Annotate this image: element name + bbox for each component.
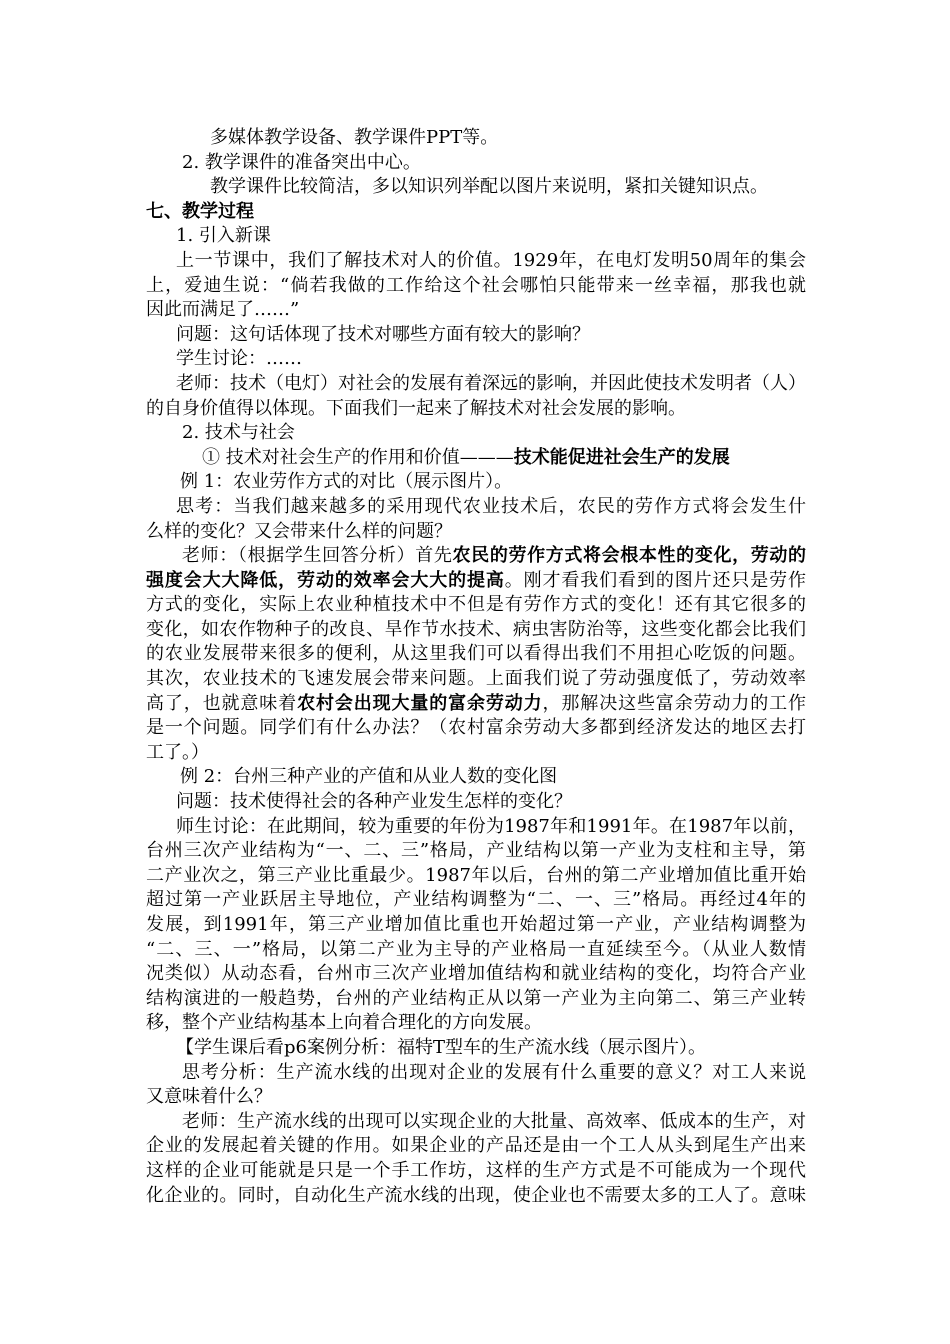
text-line: 方式的变化，实际上农业种植技术中不但是有劳作方式的变化！还有其它很多的 [146, 594, 806, 616]
text-line: 因此而满足了……” [146, 299, 300, 321]
bold-text: 农村会出现大量的富余劳动力 [297, 692, 543, 714]
text-line: 企业的发展起着关键的作用。如果企业的产品还是由一个工人从头到尾生产出来 [146, 1135, 806, 1157]
bold-text: 技术能促进社会生产的发展 [513, 446, 730, 468]
text-line: 老师：技术（电灯）对社会的发展有着深远的影响，并因此使技术发明者（人） [176, 372, 806, 394]
text-line: 结构演进的一般趋势，台州的产业结构正从以第一产业为主向第二、第三产业转 [146, 987, 806, 1009]
text-line: 超过第一产业跃居主导地位，产业结构调整为“二、一、三”格局。再经过4年的 [146, 889, 806, 911]
text-run: 老师：（根据学生回答分析）首先 [182, 545, 453, 567]
text-line: 这样的企业可能就是只是一个手工作坊，这样的生产方式是不可能成为一个现代 [146, 1159, 806, 1181]
text-line: 的自身价值得以体现。下面我们一起来了解技术对社会发展的影响。 [146, 397, 686, 419]
text-line: 例 2：台州三种产业的产值和从业人数的变化图 [180, 766, 558, 788]
text-line: 上，爱迪生说：“倘若我做的工作给这个社会哪怕只能带来一丝幸福，那我也就 [146, 274, 806, 296]
text-line [146, 692, 806, 717]
document-page [146, 126, 806, 1208]
text-line: 况类似）从动态看，台州市三次产业增加值结构和就业结构的变化，均符合产业 [146, 963, 806, 985]
text-line: 二产业次之，第三产业比重最少。1987年以后，台州的第二产业增加值比重开始 [146, 864, 806, 886]
text-line: 么样的变化？又会带来什么样的问题？ [146, 520, 452, 542]
bold-text: 农民的劳作方式将会根本性的变化，劳动的 [452, 545, 806, 567]
text-line: 变化，如农作物种子的改良、旱作节水技术、病虫害防治等，这些变化都会比我们 [146, 618, 806, 640]
text-line: 学生讨论：…… [176, 348, 302, 370]
text-line [146, 446, 806, 471]
text-line: 2. 技术与社会 [182, 422, 295, 444]
text-run: 。刚才看我们看到的图片还只是劳作 [504, 569, 806, 591]
text-line: 问题：这句话体现了技术对哪些方面有较大的影响？ [176, 323, 590, 345]
text-line: 教学课件比较简洁，多以知识列举配以图片来说明，紧扣关键知识点。 [210, 176, 768, 198]
text-line [146, 544, 806, 569]
text-line: 的农业发展带来很多的便利，从这里我们可以看得出我们不用担心吃饭的问题。 [146, 643, 806, 665]
text-line [146, 569, 806, 594]
text-line: 化企业的。同时，自动化生产流水线的出现，使企业也不需要太多的工人了。意味 [146, 1184, 806, 1206]
text-line: 多媒体教学设备、教学课件PPT等。 [210, 127, 499, 148]
text-line: 1. 引入新课 [176, 225, 271, 247]
text-run: ，那解决这些富余劳动力的工作 [542, 692, 807, 714]
text-line: 台州三次产业结构为“一、二、三”格局，产业结构以第一产业为支柱和主导，第 [146, 840, 806, 862]
text-line: 其次，农业技术的飞速发展会带来问题。上面我们说了劳动强度低了，劳动效率 [146, 668, 806, 690]
text-line: 又意味着什么？ [146, 1086, 272, 1108]
text-line: 老师：生产流水线的出现可以实现企业的大批量、高效率、低成本的生产，对 [182, 1110, 806, 1132]
section-heading: 七、教学过程 [146, 200, 254, 222]
text-line: 问题：技术使得社会的各种产业发生怎样的变化？ [176, 791, 572, 813]
text-line: 思考：当我们越来越多的采用现代农业技术后，农民的劳作方式将会发生什 [176, 495, 806, 517]
text-line: 【学生课后看p6案例分析：福特T型车的生产流水线（展示图片）。 [176, 1036, 706, 1058]
text-line: 师生讨论：在此期间，较为重要的年份为1987年和1991年。在1987年以前， [176, 815, 806, 837]
text-line: 例 1：农业劳作方式的对比（展示图片）。 [180, 471, 513, 493]
text-line: 思考分析：生产流水线的出现对企业的发展有什么重要的意义？对工人来说 [182, 1061, 806, 1083]
text-line: 工了。） [146, 741, 209, 763]
text-line: 移，整个产业结构基本上向着合理化的方向发展。 [146, 1012, 542, 1034]
text-line: 2. 教学课件的准备突出中心。 [182, 151, 421, 173]
bold-text: 强度会大大降低，劳动的效率会大大的提高 [146, 569, 505, 591]
text-run: ① 技术对社会生产的作用和价值——— [202, 446, 514, 468]
text-run: 高了，也就意味着 [146, 692, 298, 714]
text-line: 发展，到1991年，第三产业增加值比重也开始超过第一产业，产业结构调整为 [146, 914, 806, 935]
text-line: 是一个问题。同学们有什么办法？（农村富余劳动大多都到经济发达的地区去打 [146, 717, 806, 739]
text-line: 上一节课中，我们了解技术对人的价值。1929年，在电灯发明50周年的集会 [176, 249, 806, 271]
text-line: “二、三、一”格局，以第二产业为主导的产业格局一直延续至今。（从业人数情 [146, 938, 806, 960]
